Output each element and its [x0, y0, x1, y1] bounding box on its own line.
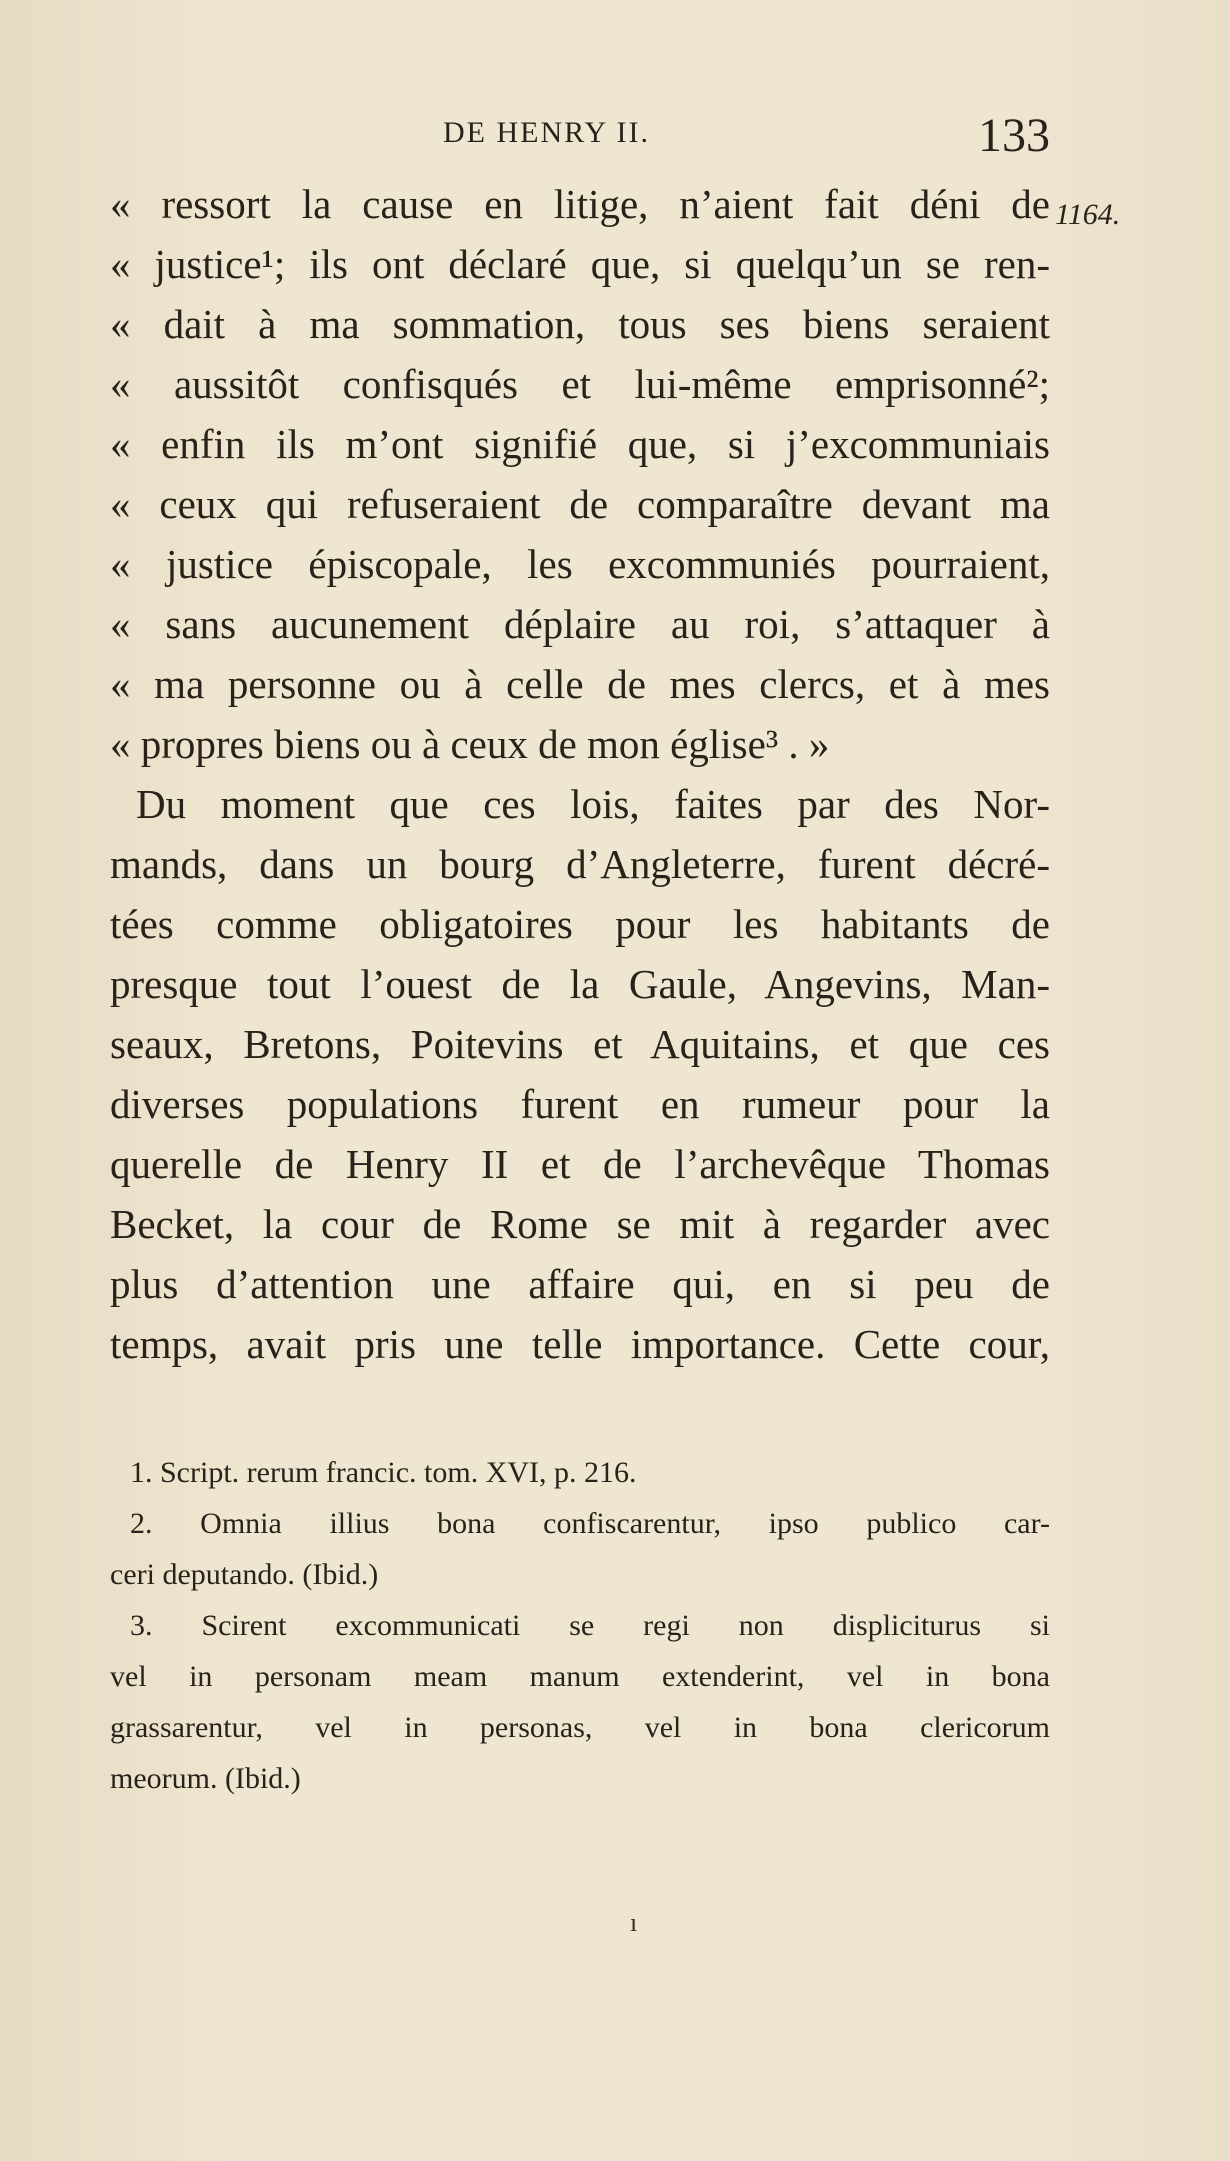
text-line: presque tout l’ouest de la Gaule, Angevins, Man-: [110, 961, 1050, 1007]
text-line: temps, avait pris une telle importance. Cette cour,: [110, 1321, 1050, 1367]
stray-print-mark: ı: [630, 1908, 638, 1937]
footnote-line: meorum. (Ibid.): [110, 1762, 301, 1795]
text-line: « dait à ma sommation, tous ses biens seraient: [110, 301, 1050, 347]
text-line: Becket, la cour de Rome se mit à regarder avec: [110, 1201, 1050, 1247]
running-title: DE HENRY II.: [443, 116, 651, 149]
text-line: « ceux qui refuseraient de comparaître devant ma: [110, 481, 1050, 527]
footnote-line: 1. Script. rerum francic. tom. XVI, p. 216.: [130, 1456, 637, 1489]
footnotes: [110, 1447, 1050, 1804]
text-line: « sans aucunement déplaire au roi, s’attaquer à: [110, 601, 1050, 647]
text-line: seaux, Bretons, Poitevins et Aquitains, et que ces: [110, 1021, 1050, 1067]
text-line: « ressort la cause en litige, n’aient fait déni de: [110, 181, 1050, 227]
text-line: querelle de Henry II et de l’archevêque Thomas: [110, 1141, 1050, 1187]
text-line: Du moment que ces lois, faites par des Nor-: [136, 781, 1050, 827]
page-number: 133: [978, 109, 1050, 162]
text-line: « aussitôt confisqués et lui-même emprisonné²;: [110, 361, 1050, 407]
text-line: « enfin ils m’ont signifié que, si j’excommuniais: [110, 421, 1050, 467]
footnote-line: grassarentur, vel in personas, vel in bona clericorum: [110, 1711, 1050, 1744]
main-text: [110, 174, 1050, 1374]
text-line: tées comme obligatoires pour les habitants de: [110, 901, 1050, 947]
page-header: [130, 108, 1050, 168]
text-line: « justice épiscopale, les excommuniés pourraient,: [110, 541, 1050, 587]
footnote-line: vel in personam meam manum extenderint, vel in bona: [110, 1660, 1050, 1693]
footnote-line: ceri deputando. (Ibid.): [110, 1558, 379, 1591]
margin-date-note: 1164.: [1055, 198, 1121, 231]
text-line: plus d’attention une affaire qui, en si peu de: [110, 1261, 1050, 1307]
text-line: mands, dans un bourg d’Angleterre, furent décré-: [110, 841, 1050, 887]
footnote-line: 2. Omnia illius bona confiscarentur, ipso publico car-: [130, 1507, 1050, 1540]
footnote-line: 3. Scirent excommunicati se regi non displiciturus si: [130, 1609, 1050, 1642]
text-line: « ma personne ou à celle de mes clercs, et à mes: [110, 661, 1050, 707]
text-line: « propres biens ou à ceux de mon église³ . »: [110, 721, 830, 767]
text-line: « justice¹; ils ont déclaré que, si quelqu’un se ren-: [110, 241, 1050, 287]
text-line: diverses populations furent en rumeur pour la: [110, 1081, 1050, 1127]
